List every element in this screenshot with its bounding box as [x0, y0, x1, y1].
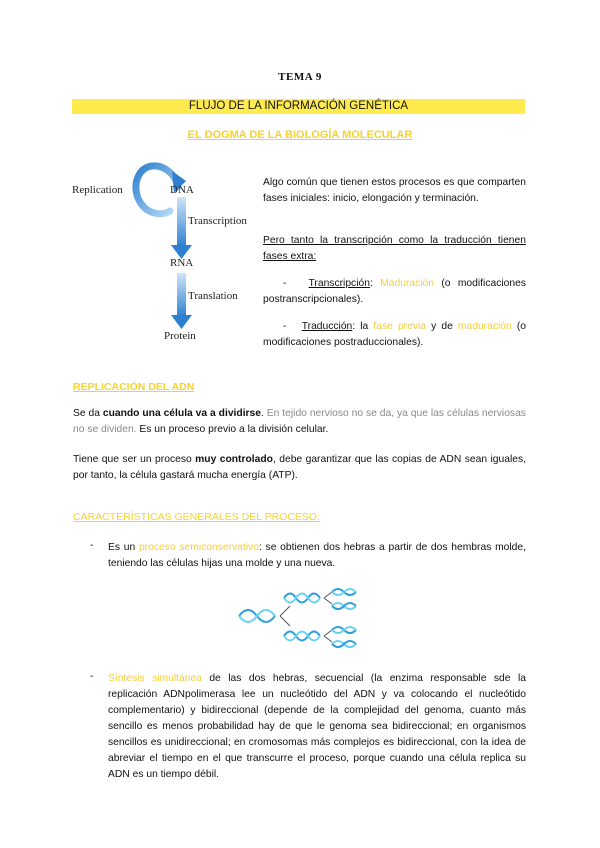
protein-label: Protein — [164, 330, 196, 342]
fase-previa-highlight: fase previa — [373, 321, 426, 332]
grey-text: En tejido nervioso no se da, ya que las células nerviosas no se dividen. — [73, 408, 526, 435]
maduracion-highlight-2: maduración — [457, 321, 512, 332]
bullet-dash: - — [283, 321, 287, 332]
fork-lines-2 — [324, 592, 332, 604]
transcription-bullet — [263, 276, 526, 308]
intermediate-helices-bottom — [284, 632, 320, 641]
transcription-label: Transcription — [188, 215, 247, 227]
sintesis-bullet — [108, 671, 526, 783]
transcription-term: Transcripción — [308, 278, 370, 289]
translation-arrow-shaft — [177, 273, 186, 317]
text: . — [261, 408, 264, 419]
dna-label: DNA — [170, 184, 194, 196]
translation-term: Traducción — [301, 321, 353, 332]
section-banner: FLUJO DE LA INFORMACIÓN GENÉTICA — [72, 99, 525, 114]
daughter-helices-bottom — [332, 627, 356, 647]
translation-text-a: : la — [352, 321, 369, 332]
bold-text: cuando una célula va a dividirse — [102, 408, 262, 419]
parent-helix — [239, 610, 275, 622]
translation-arrowhead — [171, 315, 192, 329]
text: Es un — [108, 542, 136, 553]
bullet-dash: - — [283, 278, 287, 289]
rna-label: RNA — [170, 257, 194, 269]
bullet-dash: - — [90, 671, 94, 682]
caracteristicas-heading: CARACTERÍSTICAS GENERALES DEL PROCESO: — [73, 511, 321, 523]
intermediate-helices-top — [284, 594, 320, 603]
replication-label: Replication — [72, 184, 123, 196]
fork-lines-3 — [324, 630, 332, 642]
colon: : — [369, 278, 373, 289]
replicacion-paragraph-1 — [73, 406, 526, 438]
text: de las dos hebras, secuencial (la enzima responsable sde la replicación ADNpolimerasa lee un nucleótido del ADN y va colocando el nucleótido complementario) y bidireccional (depende de la complejidad del genoma, cuanto más sencillo es menos probabilidad hay de que le genoma sea bidireccional; en organismos sencillos es unidireccional; en cromosomas más complejos es bidireccional, con la idea de abreviar el tiempo en el que transcurre el proceso, porque cuando una célula replica su ADN es un tiempo débil. — [108, 673, 526, 780]
semiconservativo-bullet — [108, 540, 526, 572]
transcription-rest: (o modificaciones postranscripcionales). — [263, 278, 526, 305]
text: : se obtienen dos hebras a partir de dos hembras molde, teniendo las células hijas una molde y una nueva. — [108, 542, 526, 569]
text: Es un proceso previo a la división celular. — [139, 424, 329, 435]
processes-paragraph: Algo común que tienen estos procesos es que comparten fases iniciales: inicio, elongación y terminación. — [263, 177, 526, 204]
replicacion-heading: REPLICACIÓN DEL ADN — [73, 381, 195, 393]
sintesis-highlight: Síntesis simultánea — [108, 673, 202, 684]
translation-rest: (o modificaciones postraduccionales). — [263, 321, 526, 348]
page-title: TEMA 9 — [278, 71, 322, 83]
translation-bullet — [263, 319, 526, 351]
text: Tiene que ser un proceso — [73, 454, 192, 465]
bullet-dash: - — [90, 540, 94, 551]
text: , debe garantizar que las copias de ADN sean iguales, por tanto, la célula gastará mucha energía (ATP). — [73, 454, 526, 481]
subsection-heading: EL DOGMA DE LA BIOLOGÍA MOLECULAR — [187, 129, 413, 141]
translation-label: Translation — [188, 290, 238, 302]
daughter-helices-top — [332, 589, 356, 609]
semiconservativo-highlight: proceso semiconservativo — [139, 542, 259, 553]
fork-lines — [280, 606, 290, 626]
maduracion-highlight: Maduración — [380, 278, 434, 289]
replicacion-paragraph-2 — [73, 452, 526, 484]
transcription-arrow-shaft — [177, 197, 186, 247]
bold-text: muy controlado — [195, 454, 273, 465]
dna-replication-diagram — [236, 586, 366, 656]
text: Se da — [73, 408, 100, 419]
extra-phases-paragraph: Pero tanto la transcripción como la traducción tienen fases extra: — [263, 235, 526, 262]
translation-text-b: y de — [431, 321, 453, 332]
